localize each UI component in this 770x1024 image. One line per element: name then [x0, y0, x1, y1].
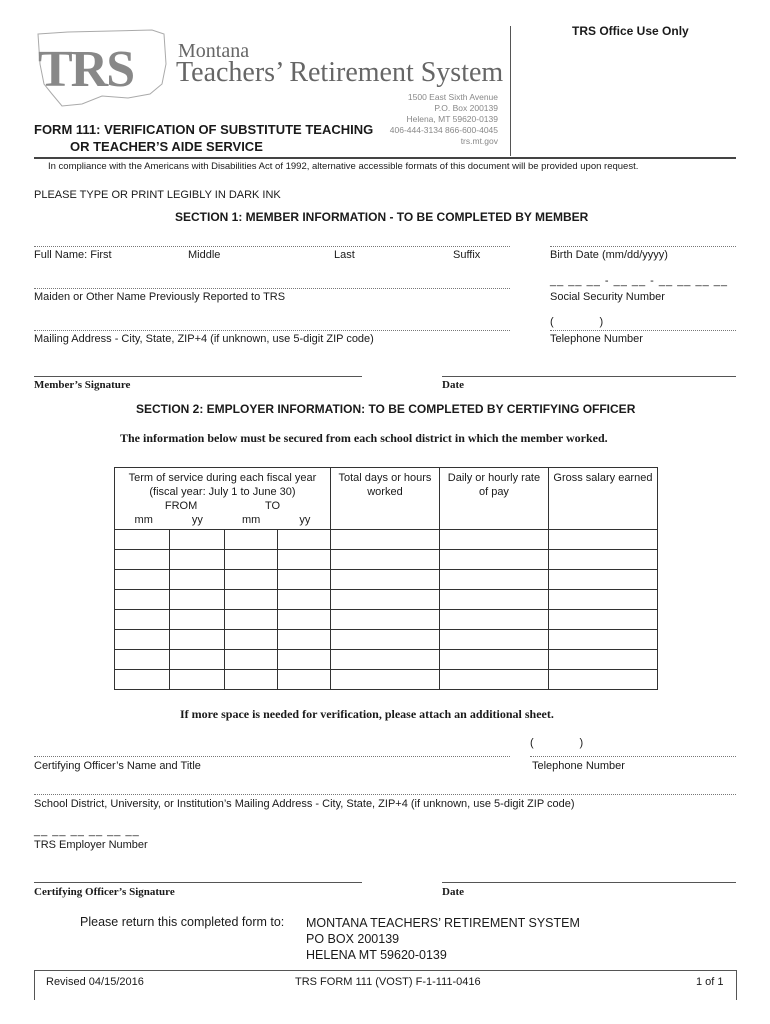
daily-rate-header: Daily or hourly rate of pay [440, 468, 549, 530]
table-cell[interactable] [440, 610, 549, 630]
district-address-line[interactable] [34, 794, 736, 795]
table-cell[interactable] [224, 590, 277, 610]
table-cell[interactable] [440, 550, 549, 570]
telephone-line[interactable] [550, 330, 736, 331]
logo-name: Teachers’ Retirement System [176, 57, 504, 88]
table-cell[interactable] [115, 590, 170, 610]
table-cell[interactable] [224, 630, 277, 650]
telephone-label: Telephone Number [550, 333, 643, 345]
officer-date-label: Date [442, 886, 464, 898]
suffix-label: Suffix [453, 249, 481, 261]
table-cell[interactable] [115, 550, 170, 570]
table-cell[interactable] [440, 570, 549, 590]
table-cell[interactable] [169, 610, 224, 630]
last-name-label: Last [334, 249, 355, 261]
table-cell[interactable] [548, 650, 657, 670]
member-signature-line[interactable] [34, 376, 362, 377]
maiden-name-line[interactable] [34, 288, 510, 289]
table-row [115, 570, 658, 590]
officer-name-line[interactable] [34, 756, 510, 757]
return-address [306, 915, 580, 963]
table-cell[interactable] [330, 590, 439, 610]
table-cell[interactable] [169, 670, 224, 690]
table-cell[interactable] [548, 550, 657, 570]
table-cell[interactable] [169, 650, 224, 670]
table-header-row [115, 468, 658, 530]
phone-parens: ( ) [550, 316, 604, 328]
officer-phone-parens: ( ) [530, 737, 584, 749]
to-label: TO [264, 500, 281, 512]
table-cell[interactable] [224, 650, 277, 670]
maiden-name-label: Maiden or Other Name Previously Reported to TRS [34, 291, 286, 303]
table-cell[interactable] [169, 550, 224, 570]
gross-salary-header: Gross salary earned [548, 468, 657, 530]
address-line: Helena, MT 59620-0139 [406, 114, 498, 124]
table-cell[interactable] [440, 670, 549, 690]
table-cell[interactable] [224, 550, 277, 570]
table-cell[interactable] [548, 530, 657, 550]
section1-title: SECTION 1: MEMBER INFORMATION - TO BE COMPLETED BY MEMBER [175, 210, 589, 224]
table-cell[interactable] [224, 670, 277, 690]
footer-right-tick [736, 970, 737, 1000]
footer-rule [34, 970, 736, 971]
officer-name-label: Certifying Officer’s Name and Title [34, 760, 201, 772]
section2-title: SECTION 2: EMPLOYER INFORMATION: TO BE COMPLETED BY CERTIFYING OFFICER [136, 402, 636, 416]
instructions: PLEASE TYPE OR PRINT LEGIBLY IN DARK INK [34, 189, 281, 201]
officer-signature-line[interactable] [34, 882, 362, 883]
officer-signature-label: Certifying Officer’s Signature [34, 886, 175, 898]
from-yy: yy [191, 514, 203, 526]
table-row [115, 530, 658, 550]
section2-note: The information below must be secured from each school district in which the member worked. [120, 431, 608, 445]
table-cell[interactable] [440, 630, 549, 650]
mailing-address-line[interactable] [34, 330, 510, 331]
table-cell[interactable] [330, 530, 439, 550]
service-table [114, 467, 658, 690]
officer-telephone-line[interactable] [530, 756, 736, 757]
page-number: 1 of 1 [696, 976, 724, 988]
to-yy: yy [299, 514, 311, 526]
table-cell[interactable] [330, 670, 439, 690]
mm-yy-row [115, 513, 330, 527]
table-row [115, 550, 658, 570]
fiscal-year-note: (fiscal year: July 1 to June 30) [149, 486, 296, 498]
address-block [380, 92, 498, 147]
table-cell[interactable] [169, 530, 224, 550]
return-line: PO BOX 200139 [306, 932, 400, 946]
table-cell[interactable] [224, 570, 277, 590]
full-name-label: Full Name: First [34, 249, 112, 261]
table-cell[interactable] [440, 590, 549, 610]
table-cell[interactable] [548, 670, 657, 690]
table-cell[interactable] [115, 610, 170, 630]
table-cell[interactable] [440, 650, 549, 670]
table-cell[interactable] [440, 530, 549, 550]
table-cell[interactable] [169, 590, 224, 610]
ssn-blanks[interactable]: __ __ __ - __ __ - __ __ __ __ [550, 275, 729, 287]
return-label: Please return this completed form to: [80, 915, 285, 929]
employer-number-label: TRS Employer Number [34, 839, 148, 851]
table-row [115, 670, 658, 690]
table-cell[interactable] [169, 570, 224, 590]
officer-telephone-label: Telephone Number [532, 760, 625, 772]
table-cell[interactable] [224, 610, 277, 630]
table-cell[interactable] [548, 630, 657, 650]
district-address-label: School District, University, or Institution’s Mailing Address - City, State, ZIP+4 (if unknown, use 5-digit ZIP code) [34, 798, 575, 810]
table-cell[interactable] [277, 630, 330, 650]
member-signature-label: Member’s Signature [34, 379, 131, 391]
table-cell[interactable] [277, 610, 330, 630]
form-id: TRS FORM 111 (VOST) F-1-111-0416 [295, 976, 481, 988]
return-line: MONTANA TEACHERS’ RETIREMENT SYSTEM [306, 916, 580, 930]
table-row [115, 630, 658, 650]
table-cell[interactable] [330, 630, 439, 650]
mailing-address-label: Mailing Address - City, State, ZIP+4 (if unknown, use 5-digit ZIP code) [34, 333, 374, 345]
table-row [115, 590, 658, 610]
term-header: Term of service during each fiscal year [128, 472, 317, 484]
address-line: P.O. Box 200139 [434, 103, 498, 113]
table-cell[interactable] [169, 630, 224, 650]
logo-state: Montana [178, 40, 250, 62]
office-use-label: TRS Office Use Only [572, 24, 689, 38]
ada-notice: In compliance with the Americans with Disabilities Act of 1992, alternative accessible formats of this document will be provided upon request. [48, 161, 639, 172]
table-cell[interactable] [277, 650, 330, 670]
table-cell[interactable] [115, 570, 170, 590]
table-cell[interactable] [224, 530, 277, 550]
trs-logo [32, 24, 172, 114]
table-cell[interactable] [548, 570, 657, 590]
from-label: FROM [164, 500, 198, 512]
table-cell[interactable] [548, 610, 657, 630]
table-row [115, 650, 658, 670]
from-to-row [115, 499, 330, 513]
member-date-line[interactable] [442, 376, 736, 377]
logo-letters: TRS [38, 41, 134, 98]
officer-date-line[interactable] [442, 882, 736, 883]
full-name-line[interactable] [34, 246, 510, 247]
address-line: trs.mt.gov [460, 136, 498, 146]
table-cell[interactable] [115, 650, 170, 670]
footer-left-tick [34, 970, 35, 1000]
table-cell[interactable] [115, 530, 170, 550]
from-mm: mm [134, 514, 153, 526]
header-vertical-divider [510, 26, 511, 156]
middle-name-label: Middle [188, 249, 221, 261]
return-line: HELENA MT 59620-0139 [306, 948, 447, 962]
to-mm: mm [241, 514, 261, 526]
table-cell[interactable] [115, 670, 170, 690]
birth-date-line[interactable] [550, 246, 736, 247]
ssn-label: Social Security Number [550, 291, 665, 303]
employer-number-blanks[interactable]: __ __ __ __ __ __ [34, 825, 140, 837]
form-title-line2: OR TEACHER’S AIDE SERVICE [70, 139, 263, 154]
table-cell[interactable] [277, 670, 330, 690]
table-cell[interactable] [330, 610, 439, 630]
member-date-label: Date [442, 379, 464, 391]
table-cell[interactable] [277, 550, 330, 570]
table-row [115, 610, 658, 630]
total-days-header: Total days or hours worked [330, 468, 439, 530]
birth-date-label: Birth Date (mm/dd/yyyy) [550, 249, 668, 261]
table-cell[interactable] [277, 530, 330, 550]
table-cell[interactable] [330, 550, 439, 570]
table-cell[interactable] [330, 570, 439, 590]
revised-date: Revised 04/15/2016 [46, 976, 144, 988]
table-cell[interactable] [277, 590, 330, 610]
address-line: 1500 East Sixth Avenue [407, 92, 498, 102]
table-cell[interactable] [277, 570, 330, 590]
table-cell[interactable] [330, 650, 439, 670]
table-cell[interactable] [115, 630, 170, 650]
form-title-line1: FORM 111: VERIFICATION OF SUBSTITUTE TEACHING [34, 122, 374, 137]
term-header-cell [115, 468, 331, 530]
table-cell[interactable] [548, 590, 657, 610]
header-rule [34, 157, 736, 159]
address-line: 406-444-3134 866-600-4045 [389, 125, 498, 135]
more-space-note: If more space is needed for verification, please attach an additional sheet. [180, 707, 554, 721]
